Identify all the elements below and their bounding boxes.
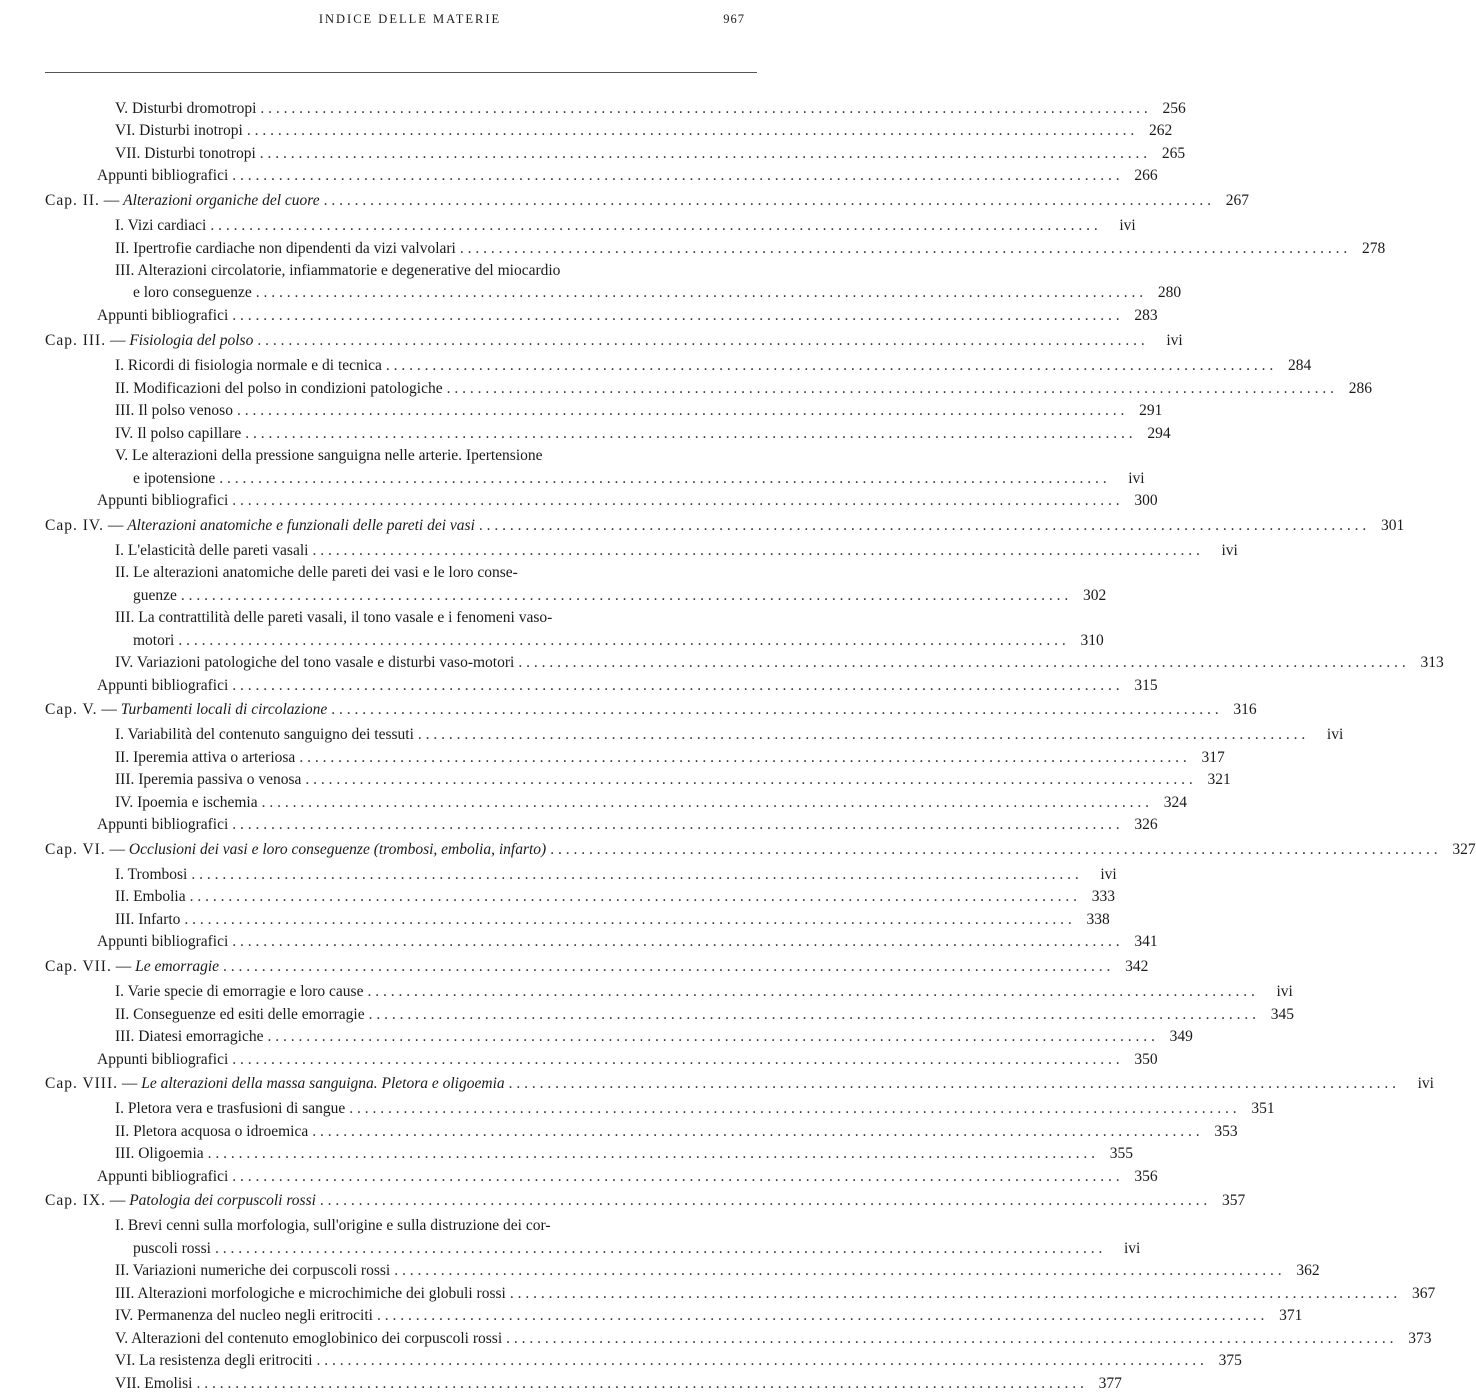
entry-text: e loro conseguenze	[133, 284, 252, 301]
toc-entry	[115, 1283, 1436, 1305]
entry-text: I. Trombosi	[115, 866, 188, 883]
chapter-entry	[45, 839, 1476, 861]
entry-page-number: ivi	[1326, 726, 1344, 743]
chapter-entry	[45, 330, 1183, 352]
dot-leader	[232, 1049, 1119, 1071]
entry-page-number: 301	[1381, 517, 1405, 534]
toc-entry-continued: III. Alterazioni circolatorie, infiammatorie e degenerative del miocardio	[115, 262, 561, 279]
dot-leader	[518, 652, 1405, 674]
toc-entry-continued: III. La contrattilità delle pareti vasali, il tono vasale e i fenomeni vaso-	[115, 609, 553, 626]
entry-page-number: ivi	[1119, 217, 1136, 234]
entry-text: II. Variazioni numeriche dei corpuscoli rossi	[115, 1262, 391, 1279]
entry-text: II. Embolia	[115, 888, 186, 905]
entry-page-number: 362	[1296, 1262, 1320, 1279]
chapter-heading	[45, 956, 219, 978]
toc-entry	[115, 864, 1117, 886]
toc-entry	[97, 675, 1158, 697]
entry-text: II. Ipertrofie cardiache non dipendenti da vizi valvolari	[115, 240, 456, 257]
dot-leader	[256, 282, 1143, 304]
chapter-heading	[45, 190, 320, 212]
entry-page-number: 278	[1361, 240, 1386, 257]
entry-text: V. Alterazioni del contenuto emoglobinico dei corpuscoli rossi	[115, 1330, 503, 1347]
toc-entry	[115, 1026, 1193, 1048]
dot-leader	[317, 1350, 1204, 1372]
entry-page-number: 355	[1109, 1145, 1134, 1162]
dot-leader	[257, 330, 1144, 352]
entry-text: II. Conseguenze ed esiti delle emorragie	[115, 1006, 365, 1023]
entry-text: VI. La resistenza degli eritrociti	[115, 1352, 313, 1369]
chapter-entry	[45, 956, 1149, 978]
dot-leader	[184, 909, 1071, 931]
toc-entry	[115, 1328, 1432, 1350]
toc-entry	[115, 1260, 1320, 1282]
entry-page-number: 302	[1083, 587, 1107, 604]
entry-page-number: 300	[1134, 492, 1158, 509]
toc-entry	[115, 1143, 1134, 1165]
entry-page-number: 377	[1098, 1375, 1122, 1392]
dot-leader	[232, 305, 1119, 327]
entry-text: V. Disturbi dromotropi	[115, 100, 257, 117]
entry-page-number: 321	[1207, 771, 1231, 788]
toc-entry	[115, 792, 1187, 814]
entry-page-number: 356	[1134, 1168, 1158, 1185]
entry-text: puscoli rossi	[133, 1240, 211, 1257]
entry-text: e ipotensione	[133, 470, 216, 487]
chapter-title: Occlusioni dei vasi e loro conseguenze (trombosi, embolia, infarto)	[128, 841, 547, 858]
entry-page-number: 327	[1452, 841, 1476, 858]
chapter-label: Cap. IV.	[45, 517, 104, 534]
entry-text: III. Iperemia passiva o venosa	[115, 771, 302, 788]
entry-page-number: 284	[1288, 357, 1312, 374]
entry-text: I. Ricordi di fisiologia normale e di tecnica	[115, 357, 382, 374]
dot-leader	[260, 143, 1147, 165]
dot-leader	[394, 1260, 1281, 1282]
dot-leader	[181, 585, 1068, 607]
toc-entry	[115, 120, 1173, 142]
entry-page-number: ivi	[1166, 332, 1183, 349]
chapter-label: Cap. IX.	[45, 1192, 106, 1209]
entry-page-number: 371	[1279, 1307, 1303, 1324]
entry-page-number: 280	[1157, 284, 1182, 301]
dot-leader	[386, 355, 1273, 377]
toc-entry	[97, 1166, 1158, 1188]
toc-entry	[133, 585, 1107, 607]
entry-page-number: 267	[1225, 192, 1249, 209]
entry-page-number: 357	[1222, 1192, 1246, 1209]
toc-entry	[115, 1373, 1122, 1395]
chapter-heading	[45, 1073, 505, 1095]
entry-text: I. Vizi cardiaci	[115, 217, 207, 234]
entry-page-number: 345	[1270, 1006, 1294, 1023]
entry-page-number: 313	[1420, 654, 1444, 671]
dot-leader	[479, 515, 1366, 537]
entry-text: Appunti bibliografici	[97, 816, 229, 833]
entry-page-number: 317	[1201, 749, 1225, 766]
dot-leader	[178, 630, 1065, 652]
toc-entry	[97, 931, 1158, 953]
entry-text: III. Il polso venoso	[115, 402, 233, 419]
entry-page-number: ivi	[1100, 866, 1117, 883]
chapter-heading	[45, 330, 253, 352]
entry-text: Appunti bibliografici	[97, 307, 229, 324]
entry-page-number: 291	[1139, 402, 1163, 419]
dot-leader	[190, 886, 1077, 908]
toc-entry	[115, 378, 1372, 400]
dot-leader	[210, 215, 1097, 237]
dot-leader	[312, 540, 1199, 562]
entry-page-number: 283	[1134, 307, 1158, 324]
dot-leader	[299, 747, 1186, 769]
entry-text: VII. Disturbi tonotropi	[115, 145, 256, 162]
toc-entry	[115, 909, 1110, 931]
chapter-dash: —	[111, 958, 136, 975]
toc-entry	[115, 355, 1312, 377]
chapter-entry	[45, 1073, 1434, 1095]
chapter-label: Cap. V.	[45, 701, 98, 718]
entry-text: I. Variabilità del contenuto sanguigno dei tessuti	[115, 726, 414, 743]
entry-text: I. Varie specie di emorragie e loro cause	[115, 983, 364, 1000]
dot-leader	[260, 98, 1147, 120]
toc-entry	[115, 769, 1231, 791]
dot-leader	[247, 120, 1134, 142]
entry-text: III. Infarto	[115, 911, 181, 928]
dot-leader	[197, 1373, 1084, 1395]
entry-page-number: 265	[1161, 145, 1186, 162]
dot-leader	[447, 378, 1334, 400]
chapter-title: Patologia dei corpuscoli rossi	[129, 1192, 316, 1209]
toc-entry	[115, 400, 1163, 422]
entry-text: VI. Disturbi inotropi	[115, 122, 243, 139]
toc-entry	[97, 305, 1158, 327]
entry-page-number: 350	[1134, 1051, 1158, 1068]
dot-leader	[510, 1283, 1397, 1305]
chapter-entry	[45, 190, 1249, 212]
chapter-dash: —	[97, 701, 121, 718]
dot-leader	[550, 839, 1437, 861]
entry-text: Appunti bibliografici	[97, 933, 229, 950]
entry-page-number: ivi	[1128, 470, 1145, 487]
toc-entry	[115, 423, 1171, 445]
entry-text: VII. Emolisi	[115, 1375, 193, 1392]
entry-text: IV. Il polso capillare	[115, 425, 242, 442]
entry-text: III. Diatesi emorragiche	[115, 1028, 264, 1045]
dot-leader	[324, 190, 1211, 212]
entry-page-number: 342	[1125, 958, 1149, 975]
dot-leader	[305, 769, 1192, 791]
toc-entry	[97, 490, 1158, 512]
dot-leader	[331, 699, 1218, 721]
toc-entry	[115, 215, 1136, 237]
chapter-heading	[45, 699, 327, 721]
toc-entry	[97, 165, 1158, 187]
chapter-title: Alterazioni organiche del cuore	[123, 192, 320, 209]
chapter-title: Le alterazioni della massa sanguigna. Pletora e oligoemia	[141, 1075, 505, 1092]
toc-entry	[115, 652, 1444, 674]
entry-text: II. Modificazioni del polso in condizioni patologiche	[115, 380, 443, 397]
toc-entry	[115, 1098, 1275, 1120]
entry-page-number: 256	[1162, 100, 1186, 117]
dot-leader	[215, 1238, 1102, 1260]
dot-leader	[232, 675, 1119, 697]
chapter-heading	[45, 515, 475, 537]
entry-text: II. Pletora acquosa o idroemica	[115, 1123, 309, 1140]
entry-page-number: 315	[1134, 677, 1158, 694]
dot-leader	[245, 423, 1132, 445]
entry-text: III. Oligoemia	[115, 1145, 204, 1162]
entry-page-number: ivi	[1123, 1240, 1141, 1257]
toc-entry	[115, 747, 1225, 769]
dot-leader	[460, 238, 1347, 260]
entry-page-number: 375	[1218, 1352, 1242, 1369]
chapter-title: Turbamenti locali di circolazione	[120, 701, 328, 718]
chapter-entry	[45, 1190, 1246, 1212]
toc-entry-continued: V. Le alterazioni della pressione sanguigna nelle arterie. Ipertensione	[115, 447, 543, 464]
entry-page-number: ivi	[1221, 542, 1238, 559]
chapter-label: Cap. VIII.	[45, 1075, 118, 1092]
toc-entry	[115, 1350, 1242, 1372]
chapter-title: Alterazioni anatomiche e funzionali delle pareti dei vasi	[127, 517, 475, 534]
toc-entry	[115, 540, 1238, 562]
dot-leader	[232, 490, 1119, 512]
chapter-dash: —	[105, 841, 129, 858]
entry-text: Appunti bibliografici	[97, 1051, 229, 1068]
dot-leader	[509, 1073, 1396, 1095]
dot-leader	[191, 864, 1078, 886]
dot-leader	[208, 1143, 1095, 1165]
chapter-title: Le emorragie	[135, 958, 220, 975]
dot-leader	[223, 956, 1110, 978]
chapter-heading	[45, 1190, 316, 1212]
header-rule	[45, 72, 757, 73]
entry-text: motori	[133, 632, 175, 649]
running-title: INDICE DELLE MATERIE	[318, 12, 502, 26]
toc-entry	[115, 886, 1115, 908]
chapter-dash: —	[106, 332, 130, 349]
toc-entry	[115, 1305, 1303, 1327]
dot-leader	[418, 724, 1305, 746]
toc-entry	[97, 1049, 1158, 1071]
toc-entry-continued: I. Brevi cenni sulla morfologia, sull'origine e sulla distruzione dei cor-	[115, 1217, 551, 1234]
dot-leader	[232, 165, 1119, 187]
entry-text: I. Pletora vera e trasfusioni di sangue	[115, 1100, 346, 1117]
chapter-dash: —	[118, 1075, 142, 1092]
dot-leader	[369, 1004, 1256, 1026]
entry-page-number: 286	[1348, 380, 1372, 397]
entry-page-number: ivi	[1417, 1075, 1434, 1092]
dot-leader	[232, 931, 1119, 953]
entry-text: II. Iperemia attiva o arteriosa	[115, 749, 296, 766]
chapter-heading	[45, 839, 546, 861]
dot-leader	[312, 1121, 1199, 1143]
entry-page-number: 326	[1134, 816, 1158, 833]
page-number: 967	[723, 12, 745, 26]
toc-entry	[133, 282, 1182, 304]
toc-entry	[97, 814, 1158, 836]
entry-page-number: 351	[1251, 1100, 1275, 1117]
chapter-dash: —	[105, 1192, 130, 1209]
chapter-label: Cap. III.	[45, 332, 107, 349]
dot-leader	[232, 814, 1119, 836]
dot-leader	[367, 981, 1254, 1003]
toc-entry	[115, 724, 1344, 746]
entry-text: guenze	[133, 587, 177, 604]
entry-page-number: 367	[1411, 1285, 1436, 1302]
entry-page-number: 341	[1134, 933, 1158, 950]
entry-text: Appunti bibliografici	[97, 492, 229, 509]
entry-text: IV. Permanenza del nucleo negli eritrociti	[115, 1307, 373, 1324]
dot-leader	[262, 792, 1149, 814]
toc-entry	[133, 468, 1145, 490]
entry-page-number: ivi	[1276, 983, 1293, 1000]
dot-leader	[320, 1190, 1207, 1212]
entry-text: Appunti bibliografici	[97, 677, 229, 694]
chapter-label: Cap. VI.	[45, 841, 106, 858]
dot-leader	[267, 1026, 1154, 1048]
chapter-dash: —	[103, 517, 128, 534]
entry-text: IV. Ipoemia e ischemia	[115, 794, 258, 811]
entry-text: Appunti bibliografici	[97, 1168, 229, 1185]
entry-page-number: 333	[1091, 888, 1115, 905]
entry-text: IV. Variazioni patologiche del tono vasale e disturbi vaso-motori	[115, 654, 515, 671]
entry-page-number: 262	[1149, 122, 1173, 139]
toc-entry	[133, 1238, 1141, 1260]
entry-page-number: 349	[1169, 1028, 1193, 1045]
chapter-dash: —	[99, 192, 124, 209]
entry-text: III. Alterazioni morfologiche e microchimiche dei globuli rossi	[115, 1285, 506, 1302]
entry-page-number: 310	[1080, 632, 1104, 649]
entry-page-number: 324	[1163, 794, 1187, 811]
chapter-title: Fisiologia del polso	[129, 332, 254, 349]
entry-page-number: 266	[1134, 167, 1158, 184]
entry-text: I. L'elasticità delle pareti vasali	[115, 542, 309, 559]
toc-entry	[133, 630, 1104, 652]
dot-leader	[349, 1098, 1236, 1120]
dot-leader	[219, 468, 1106, 490]
dot-leader	[232, 1166, 1119, 1188]
toc-entry	[115, 238, 1386, 260]
toc-entry	[115, 1004, 1294, 1026]
page-header	[0, 12, 800, 32]
chapter-label: Cap. VII.	[45, 958, 112, 975]
chapter-entry	[45, 515, 1405, 537]
entry-page-number: 294	[1147, 425, 1171, 442]
dot-leader	[237, 400, 1124, 422]
entry-text: Appunti bibliografici	[97, 167, 229, 184]
toc-entry	[115, 981, 1293, 1003]
chapter-entry	[45, 699, 1257, 721]
dot-leader	[377, 1305, 1264, 1327]
dot-leader	[506, 1328, 1393, 1350]
entry-page-number: 353	[1214, 1123, 1238, 1140]
entry-page-number: 316	[1233, 701, 1257, 718]
toc-entry-continued: II. Le alterazioni anatomiche delle pareti dei vasi e le loro conse-	[115, 564, 518, 581]
entry-page-number: 338	[1086, 911, 1110, 928]
toc-entry	[115, 143, 1186, 165]
toc-entry	[115, 98, 1186, 120]
toc-entry	[115, 1121, 1238, 1143]
entry-page-number: 373	[1408, 1330, 1432, 1347]
chapter-label: Cap. II.	[45, 192, 100, 209]
